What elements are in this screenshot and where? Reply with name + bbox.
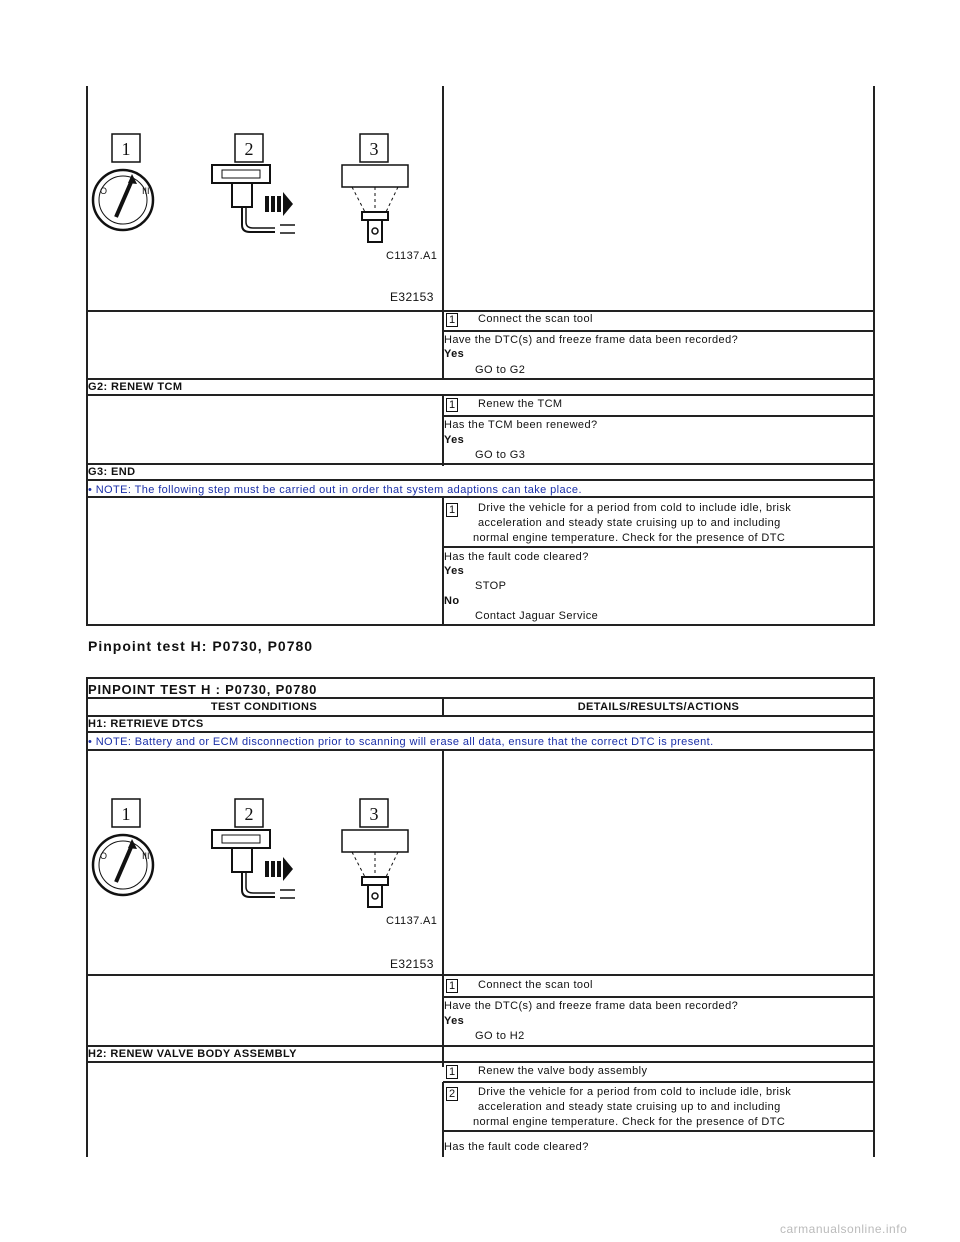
yes-label: Yes xyxy=(444,434,465,446)
watermark: carmanualsonline.info xyxy=(780,1222,908,1236)
step-line-2: acceleration and steady state cruising up to and including xyxy=(478,517,781,529)
question-text: Have the DTC(s) and freeze frame data been recorded? xyxy=(444,334,739,346)
step-line-1: Drive the vehicle for a period from cold to include idle, brisk xyxy=(478,1086,792,1098)
step-text: Renew the TCM xyxy=(478,398,563,410)
svg-text:III: III xyxy=(142,851,150,861)
section-heading: Pinpoint test H: P0730, P0780 xyxy=(88,638,314,654)
column-header-details: DETAILS/RESULTS/ACTIONS xyxy=(577,701,740,713)
note-text: • NOTE: The following step must be carried out in order that system adaptions can take place. xyxy=(88,484,582,496)
section-header-g2: G2: RENEW TCM xyxy=(88,381,183,393)
yes-action: GO to G3 xyxy=(475,449,526,461)
question-text: Have the DTC(s) and freeze frame data been recorded? xyxy=(444,1000,739,1012)
question-text: Has the TCM been renewed? xyxy=(444,419,598,431)
section-header-h1: H1: RETRIEVE DTCS xyxy=(88,718,204,730)
svg-text:O: O xyxy=(100,186,108,196)
table-title: PINPOINT TEST H : P0730, P0780 xyxy=(88,682,318,697)
step-text: Connect the scan tool xyxy=(478,979,593,991)
yes-action: STOP xyxy=(475,580,507,592)
step-line-1: Drive the vehicle for a period from cold to include idle, brisk xyxy=(478,502,792,514)
diagram-label-3: 3 xyxy=(369,804,379,824)
svg-text:O: O xyxy=(100,851,108,861)
yes-label: Yes xyxy=(444,348,465,360)
yes-label: Yes xyxy=(444,565,465,577)
diagram-label-2: 2 xyxy=(244,804,254,824)
diagram-image-code: E32153 xyxy=(390,290,434,304)
step-number: 1 xyxy=(446,503,458,517)
step-number: 2 xyxy=(446,1087,458,1101)
scan-tool-diagram xyxy=(90,785,440,975)
step-number: 1 xyxy=(446,1065,458,1079)
section-header-g3: G3: END xyxy=(88,466,136,478)
section-header-h2: H2: RENEW VALVE BODY ASSEMBLY xyxy=(88,1048,297,1060)
diagram-label-1: 1 xyxy=(121,139,131,159)
question-text: Has the fault code cleared? xyxy=(444,1141,589,1153)
diagram-label-2: 2 xyxy=(244,139,254,159)
question-text: Has the fault code cleared? xyxy=(444,551,589,563)
diagram-label-3: 3 xyxy=(369,139,379,159)
yes-action: GO to G2 xyxy=(475,364,526,376)
step-line-2: acceleration and steady state cruising up to and including xyxy=(478,1101,781,1113)
diagram-ref-code: C1137.A1 xyxy=(386,915,438,927)
step-number: 1 xyxy=(446,979,458,993)
step-number: 1 xyxy=(446,398,458,412)
scan-tool-diagram xyxy=(90,120,440,310)
diagram-ref-code: C1137.A1 xyxy=(386,250,438,262)
no-label: No xyxy=(444,595,460,607)
note-text: • NOTE: Battery and or ECM disconnection prior to scanning will erase all data, ensure that the correct DTC is present. xyxy=(88,736,714,748)
step-line-3: normal engine temperature. Check for the presence of DTC xyxy=(473,532,786,544)
diagram-image-code: E32153 xyxy=(390,957,434,971)
step-number: 1 xyxy=(446,313,458,327)
step-text: Connect the scan tool xyxy=(478,313,593,325)
step-line-3: normal engine temperature. Check for the presence of DTC xyxy=(473,1116,786,1128)
no-action: Contact Jaguar Service xyxy=(475,610,599,622)
yes-label: Yes xyxy=(444,1015,465,1027)
column-header-test-conditions: TEST CONDITIONS xyxy=(210,701,318,713)
step-text: Renew the valve body assembly xyxy=(478,1065,648,1077)
yes-action: GO to H2 xyxy=(475,1030,525,1042)
diagram-label-1: 1 xyxy=(121,804,131,824)
svg-text:III: III xyxy=(142,186,150,196)
